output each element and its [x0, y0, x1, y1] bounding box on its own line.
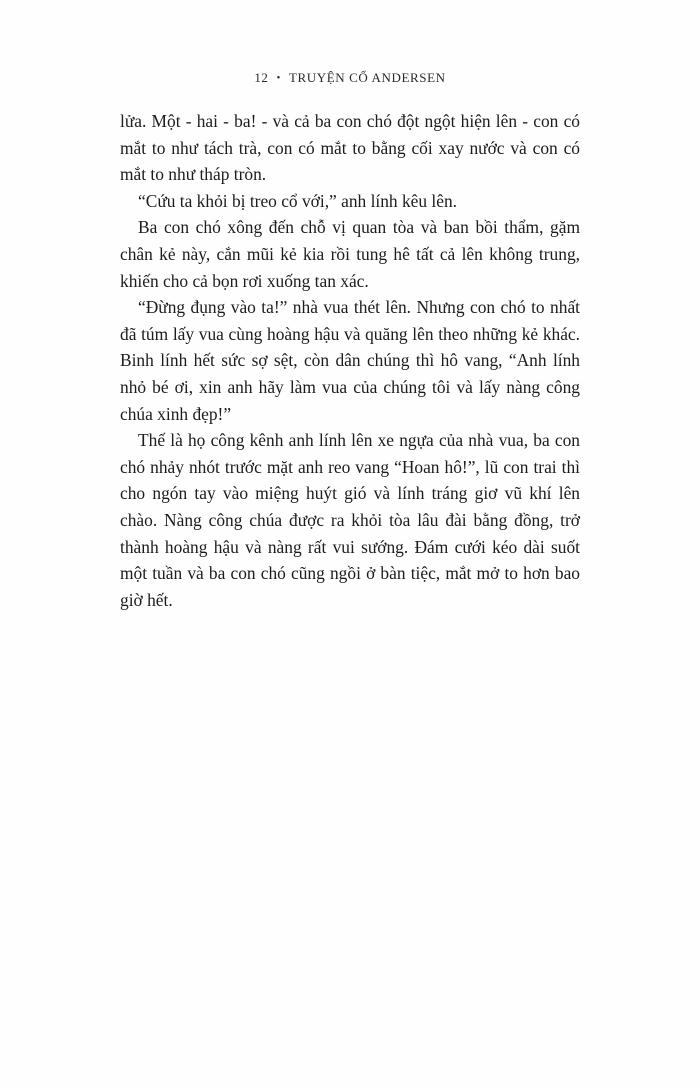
paragraph-soldier-cry: “Cứu ta khỏi bị treo cổ với,” anh lính kêu lên. — [138, 190, 458, 211]
paragraph-continuation: lửa. Một - hai - ba! - và cả ba con chó đột ngột hiện lên - con có mắt to như tách trà, con có mắt to bằng cối xay nước và con có mắt to như tháp tròn. — [120, 111, 580, 185]
page-body — [120, 108, 580, 613]
header-separator: • — [276, 72, 281, 84]
running-header — [0, 70, 700, 86]
paragraph-dogs-attack: Ba con chó xông đến chỗ vị quan tòa và ban bồi thẩm, gặm chân kẻ này, cắn mũi kẻ kia rồi tung hê tất cả lên không trung, khiến cho cả bọn rơi xuống tan xác. — [120, 217, 580, 291]
paragraph-wedding: Thế là họ công kênh anh lính lên xe ngựa của nhà vua, ba con chó nhảy nhót trước mặt anh reo vang “Hoan hô!”, lũ con trai thì cho ngón tay vào miệng huýt gió và lính tráng giơ vũ khí lên chào. Nàng công chúa được ra khỏi tòa lâu đài bằng đồng, trở thành hoàng hậu và nàng rất vui sướng. Đám cưới kéo dài suốt một tuần và ba con chó cũng ngồi ở bàn tiệc, mắt mở to hơn bao giờ hết. — [120, 430, 580, 610]
paragraph-king-shout: “Đừng đụng vào ta!” nhà vua thét lên. Nhưng con chó to nhất đã túm lấy vua cùng hoàng hậu và quăng lên theo những kẻ khác. Binh lính hết sức sợ sệt, còn dân chúng thì hô vang, “Anh lính nhỏ bé ơi, xin anh hãy làm vua của chúng tôi và lấy nàng công chúa xinh đẹp!” — [120, 297, 580, 424]
book-title: TRUYỆN CỔ ANDERSEN — [288, 70, 446, 85]
page-number: 12 — [254, 70, 269, 85]
